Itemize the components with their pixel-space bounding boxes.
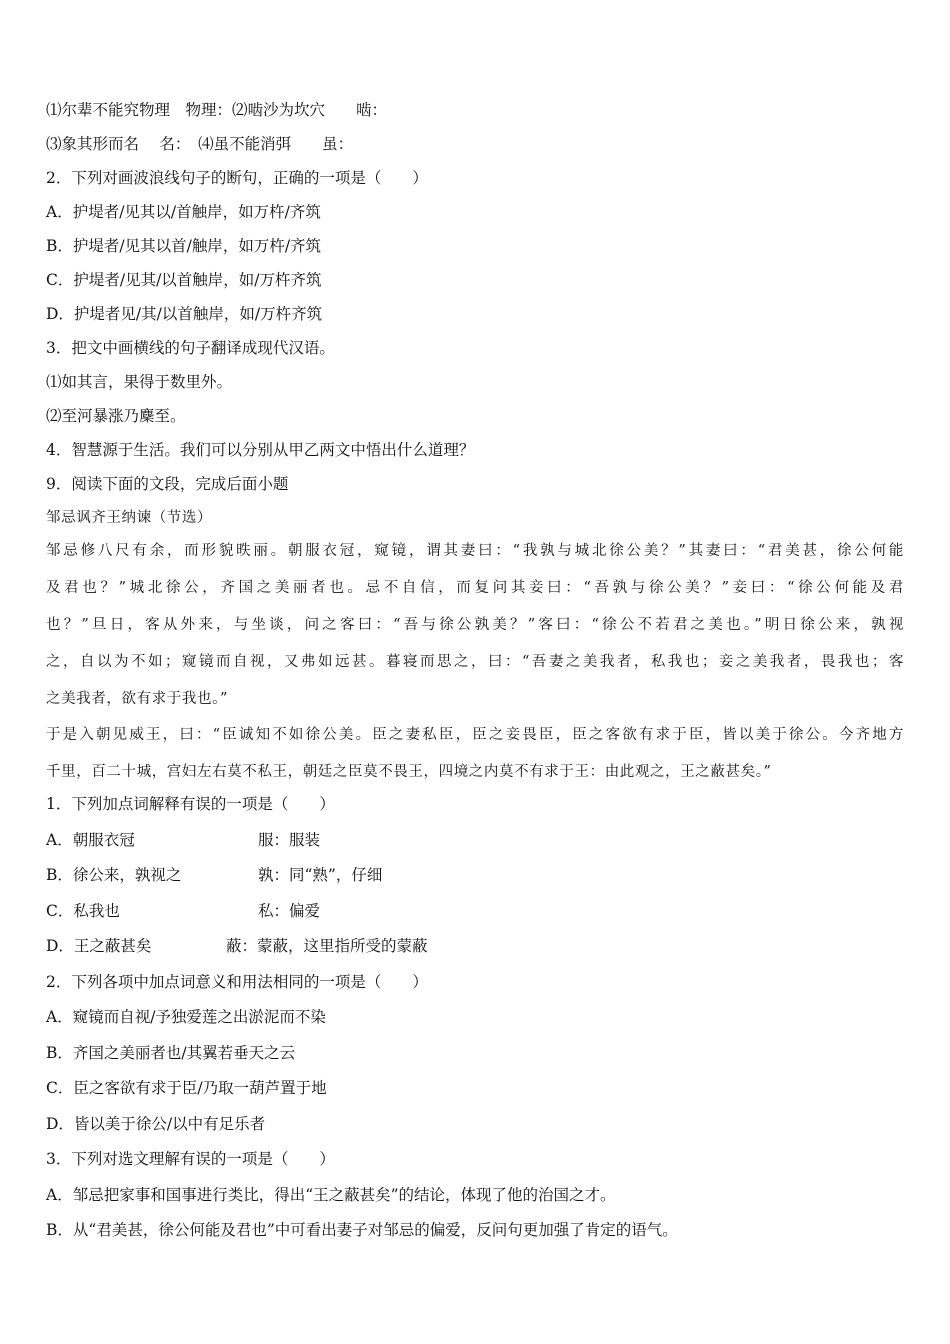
q2-stem: 2．下列对画波浪线句子的断句，正确的一项是（ ） (46, 169, 428, 187)
option-text: D．王之蔽甚矣 (46, 937, 152, 955)
question-2-option-c: C．臣之客欲有求于臣/乃取一葫芦置于地 (46, 1079, 327, 1097)
q2-option-c: C．护堤者/见其/以首触岸，如/万杵齐筑 (46, 271, 322, 289)
passage-line: 之美我者，欲有求于我也。” (46, 691, 228, 707)
passage-line: 也？”旦日，客从外来，与坐谈，问之客曰：“吾与徐公孰美？”客曰：“徐公不若君之美也。”明日徐公来，孰视 (46, 617, 904, 633)
question-2-option-b: B．齐国之美丽者也/其翼若垂天之云 (46, 1044, 296, 1062)
option-text: C．私我也 (46, 902, 120, 920)
q1-line-2: ⑶象其形而名 名： ⑷虽不能消弭 虽： (46, 135, 354, 153)
option-gloss: 服：服装 (258, 831, 321, 849)
passage-line: 及君也？”城北徐公，齐国之美丽者也。忌不自信，而复问其妾曰：“吾孰与徐公美？”妾曰：“徐公何能及君 (46, 580, 904, 596)
option-gloss: 孰：同“熟”，仔细 (258, 866, 383, 884)
q2-option-b: B．护堤者/见其以首/触岸，如万杵/齐筑 (46, 237, 322, 255)
q3-stem: 3．把文中画横线的句子翻译成现代汉语。 (46, 339, 335, 357)
option-gloss: 私：偏爱 (258, 902, 321, 920)
question-3-option-b: B．从“君美甚，徐公何能及君也”中可看出妻子对邹忌的偏爱，反问句更加强了肯定的语气。 (46, 1221, 678, 1239)
question-2-option-d: D．皆以美于徐公/以中有足乐者 (46, 1115, 266, 1133)
question-1-option-d (46, 935, 428, 957)
question-1-option-a (46, 829, 321, 851)
option-gloss: 蔽：蒙蔽，这里指所受的蒙蔽 (226, 937, 428, 955)
q2-option-d: D．护堤者见/其/以首触岸，如/万杵齐筑 (46, 305, 323, 323)
q3-item-2: ⑵至河暴涨乃麇至。 (46, 407, 186, 425)
passage-line: 邹忌修八尺有余，而形貌昳丽。朝服衣冠，窥镜，谓其妻曰：“我孰与城北徐公美？”其妻曰：“君美甚，徐公何能 (46, 543, 904, 559)
question-2-option-a: A．窥镜而自视/予独爱莲之出淤泥而不染 (46, 1008, 326, 1026)
passage-line: 之，自以为不如；窥镜而自视，又弗如远甚。暮寝而思之，曰：“吾妻之美我者，私我也；妾之美我者，畏我也；客 (46, 654, 904, 670)
passage-title: 邹忌讽齐王纳谏（节选） (46, 510, 213, 526)
q3-item-1: ⑴如其言，果得于数里外。 (46, 373, 233, 391)
q4-stem: 4．智慧源于生活。我们可以分别从甲乙两文中悟出什么道理？ (46, 441, 475, 459)
question-3-stem: 3．下列对选文理解有误的一项是（ ） (46, 1150, 335, 1168)
option-text: B．徐公来，孰视之 (46, 866, 182, 884)
question-1-option-b (46, 864, 383, 886)
question-3-option-a: A．邹忌把家事和国事进行类比，得出“王之蔽甚矣”的结论，体现了他的治国之才。 (46, 1186, 616, 1204)
option-text: A．朝服衣冠 (46, 831, 135, 849)
question-2-stem: 2．下列各项中加点词意义和用法相同的一项是（ ） (46, 973, 428, 991)
passage-line: 于是入朝见威王，曰：“臣诚知不如徐公美。臣之妻私臣，臣之妾畏臣，臣之客欲有求于臣，皆以美于徐公。今齐地方 (46, 727, 904, 743)
question-1-stem: 1．下列加点词解释有误的一项是（ ） (46, 795, 335, 813)
passage-line: 千里，百二十城，宫妇左右莫不私王，朝廷之臣莫不畏王，四境之内莫不有求于王：由此观之，王之蔽甚矣。” (46, 764, 772, 780)
question-1-option-c (46, 900, 321, 922)
q2-option-a: A．护堤者/见其以/首触岸，如万杵/齐筑 (46, 203, 321, 221)
q1-line-1: ⑴尔辈不能究物理 物理：⑵啮沙为坎穴 啮： (46, 101, 388, 119)
section-9-intro: 9．阅读下面的文段，完成后面小题 (46, 475, 289, 493)
